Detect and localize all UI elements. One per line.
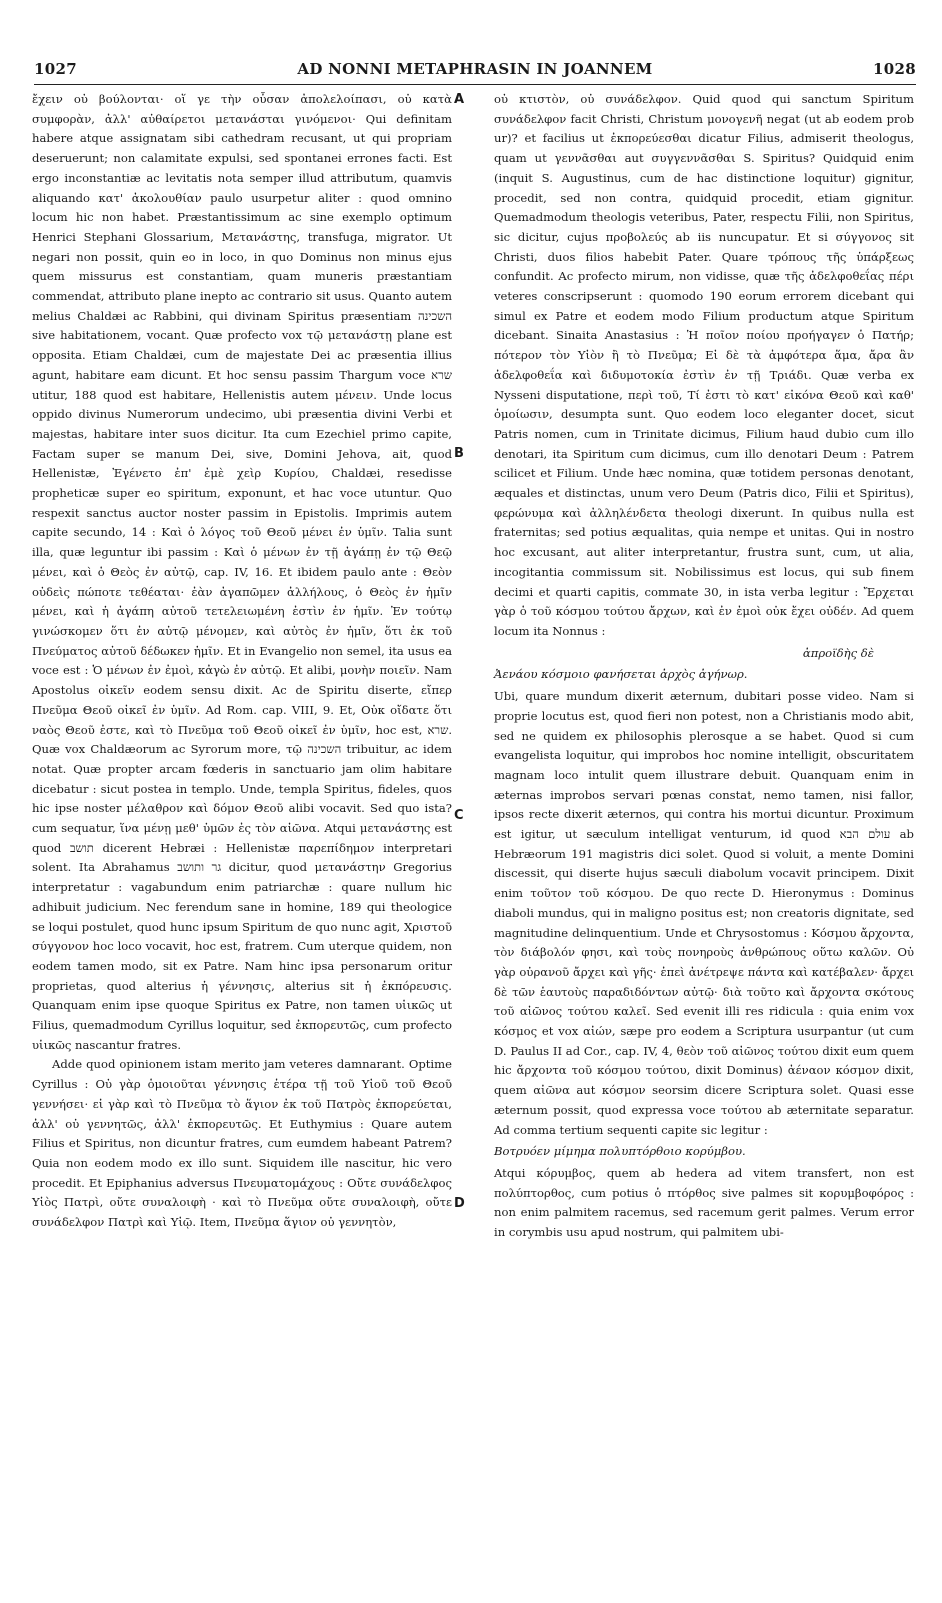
margin-letter-c: C bbox=[454, 808, 464, 823]
nonnus-verse-fragment: ἀπροϊδὴς δὲ bbox=[802, 645, 874, 660]
margin-letter-a: A bbox=[454, 92, 465, 107]
right-page-number: 1028 bbox=[873, 60, 916, 78]
margin-letter-b: B bbox=[454, 446, 464, 461]
right-paragraph-3: Atqui κόρυμβος, quem ab hedera ad vitem transfert, non est πολύπτορθος, cum potius ὁ πτόρθος sive palmes sit κορυμβοφόρος : non enim palmitem racemus, sed racemum gerit palmes. Verum error in corymbis usu apud nostrum, qui palmitem ubi- bbox=[494, 1165, 914, 1240]
running-header bbox=[34, 54, 916, 82]
running-title: AD NONNI METAPHRASIN IN JOANNEM bbox=[297, 60, 653, 78]
left-column bbox=[32, 90, 452, 1233]
nonnus-verse: Ἀενάου κόσμοιο φανήσεται ἀρχὸς ἀγήνωρ. bbox=[494, 667, 748, 682]
left-paragraph-1: ἔχειν οὐ βούλονται· οἵ γε τὴν οὖσαν ἀπολελοίπασι, οὐ κατὰ συμφορὰν, ἀλλ' αὐθαίρετοι μετανάσται γινόμενοι· Qui definitam habere atque assignatam sibi cathedram recusant, ut qui propriam deseruerunt; non calamitate expulsi, sed spontanei errones facti. Est ergo inconstantiæ ac levitatis nota semper illud attributum, quamvis aliquando κατ' ἀκολουθίαν paulo usurpetur aliter : quod omnino locum hic non habet. Præstantissimum ac sine exemplo optimum Henrici Stephani Glossarium, Μετανάστης, transfuga, migrator. Ut negari non possit, quin eo in loco, in quo Dominus non minus ejus quem missurus est constantiam, quam muneris præstantiam commendat, attributo plane inepto ac contrario sit usus. Quanto autem melius Chaldæi ac Rabbini, qui divinam Spiritus præsentiam השכינה sive habitationem, vocant. Quæ profecto vox τῷ μετανάστῃ plane est opposita. Etiam Chaldæi, cum de majestate Dei ac præsentia illius agunt, habitare eam dicunt. Et hoc sensu passim Thargum voce שרא utitur, 188 quod est habitare, Hellenistis autem μένειν. Unde locus oppido divinus Numerorum undecimo, ubi præsentia divini Verbi et majestas, habitare inter suos dicitur. Ita cum Ezechiel primo capite, Factam super se manum Dei, sive, Domini Jehova, ait, quod Hellenistæ, Ἐγένετο ἐπ' ἐμὲ χεὶρ Κυρίου, Chaldæi, resedisse propheticæ super eo spiritum, exponunt, et hac voce utuntur. Quo respexit sanctus auctor noster passim in Epistolis. Imprimis autem capite secundo, 14 : Καὶ ὁ λόγος τοῦ Θεοῦ μένει ἐν ὑμῖν. Talia sunt illa, quæ leguntur ibi passim : Καὶ ὁ μένων ἐν τῇ ἀγάπῃ ἐν τῷ Θεῷ μένει, καὶ ὁ Θεὸς ἐν αὐτῷ, cap. IV, 16. Et ibidem paulo ante : Θεὸν οὐδεὶς πώποτε τεθέαται· ἐὰν ἀγαπῶμεν ἀλλήλους, ὁ Θεὸς ἐν ἡμῖν μένει, καὶ ἡ ἀγάπη αὐτοῦ τετελειωμένη ἐστὶν ἐν ἡμῖν. Ἐν τούτῳ γινώσκομεν ὅτι ἐν αὐτῷ μένομεν, καὶ αὐτὸς ἐν ἡμῖν, ὅτι ἐκ τοῦ Πνεύματος αὐτοῦ δέδωκεν ἡμῖν. Et in Evangelio non semel, ita usus ea voce est : Ὁ μένων ἐν ἐμοὶ, κἀγὼ ἐν αὐτῷ. Et alibi, μονὴν ποιεῖν. Nam Apostolus οἰκεῖν eodem sensu dixit. Ac de Spiritu diserte, εἴπερ Πνεῦμα Θεοῦ οἰκεῖ ἐν ὑμῖν. Ad Rom. cap. VIII, 9. Et, Οὐκ οἴδατε ὅτι ναὸς Θεοῦ ἐστε, καὶ τὸ Πνεῦμα τοῦ Θεοῦ οἰκεῖ ἐν ὑμῖν, hoc est, שרא. Quæ vox Chaldæorum ac Syrorum more, τῷ השכינה tribuitur, ac idem notat. Quæ propter arcam fœderis in sanctuario jam olim habitare dicebatur : sicut postea in templo. Unde, templa Spiritus, fideles, quos hic ipse noster μέλαθρον καὶ δόμον Θεοῦ alibi vocavit. Sed quo ista? cum sequatur, ἵνα μένῃ μεθ' ὑμῶν ἐς τὸν αἰῶνα. Atqui μετανάστης est quod תושב dicerent Hebræi : Hellenistæ παρεπίδημον interpretari solent. Ita Abrahamus גר ותושב dicitur, quod μετανάστην Gregorius interpretatur : vagabundum enim patriarchæ : quare nullum hic adhibuit judicium. Nec ferendum sane in homine, 189 qui theologice se loqui postulet, quod hunc ipsum Spiritum de quo nunc agit, Χριστοῦ σύγγονον hoc loco vocavit, hoc est, fratrem. Cum uterque quidem, non eodem tamen modo, sit ex Patre. Nam hinc ipsa personarum oritur proprietas, quod alterius ἡ γέννησις, alterius sit ἡ ἐκπόρευσις. Quanquam enim ipse quoque Spiritus ex Patre, non tamen υἱικῶς ut Filius, quemadmodum Cyrillus loquitur, sed ἐκπορευτῶς, cum profecto υἱικῶς nascantur fratres. bbox=[32, 92, 453, 1052]
nonnus-verse-2: Βοτρυόεν μίμημα πολυπτόρθοιο κορύμβου. bbox=[494, 1144, 746, 1159]
right-paragraph-2: Ubi, quare mundum dixerit æternum, dubitari posse video. Nam si proprie locutus est, quod fieri non potest, non a Christianis modo abit, sed ne quidem ex philosophis plerosque a se habet. Quod si cum evangelista loquitur, qui improbos hoc nomine intelligit, obscuritatem magnam loco intulit quem illustrare debuit. Quanquam enim in æternas improbos servari pœnas constat, nemo tamen, nisi fallor, ipsos recte dixerit æternos, qui contra his mortui dicuntur. Proximum est igitur, ut sæculum intelligat venturum, id quod עולם הבא ab Hebræorum 191 magistris dici solet. Quod si voluit, a mente Domini discessit, qui diserte hujus sæculi diabolum vocavit principem. Dixit enim τοῦτον τοῦ κόσμου. De quo recte D. Hieronymus : Dominus diaboli mundus, qui in maligno positus est; non creatoris dignitate, sed magnitudine delinquentium. Unde et Chrysostomus : Κόσμου ἄρχοντα, τὸν διάβολόν φησι, καὶ τοὺς πονηροὺς ἀνθρώπους οὕτω καλῶν. Οὐ γὰρ οὐρανοῦ ἄρχει καὶ γῆς· ἐπεὶ ἀνέτρεψε πάντα καὶ κατέβαλεν· ἄρχει δὲ τῶν ἑαυτοὺς παραδιδόντων αὐτῷ· διὰ τοῦτο καὶ ἄρχοντα σκότους τοῦ αἰῶνος τούτου καλεῖ. Sed evenit illi res ridicula : quia enim vox κόσμος et vox αἰών, sæpe pro eodem a Scriptura usurpantur (ut cum D. Paulus II ad Cor., cap. IV, 4, θεὸν τοῦ αἰῶνος τούτου dixit eum quem hic ἄρχοντα τοῦ κόσμου τούτου, dixit Dominus) ἀέναον κόσμον dixit, quem αἰῶνα aut κόσμον seorsim dicere Scriptura solet. Quasi esse æternum possit, quod expressa voce τούτου ab æternitate separatur. Ad comma tertium sequenti capite sic legitur : bbox=[494, 689, 914, 1137]
left-page-number: 1027 bbox=[34, 60, 77, 78]
right-column bbox=[494, 90, 914, 1243]
header-rule bbox=[34, 84, 916, 85]
margin-letter-d: D bbox=[454, 1196, 465, 1211]
right-paragraph-1: οὐ κτιστὸν, οὐ συνάδελφον. Quid quod qui sanctum Spiritum συνάδελφον facit Christi, Christum μονογενῆ negat (ut ab eodem prob ur)? et facilius ut ἐκπορεύεσθαι dicatur Filius, admiserit theologus, quam ut γεννᾶσθαι aut συγγεννᾶσθαι S. Spiritus? Quidquid enim (inquit S. Augustinus, cum de hac distinctione loquitur) gignitur, procedit, sed non contra, quidquid procedit, etiam gignitur. Quemadmodum theologis veteribus, Pater, respectu Filii, non Spiritus, sic dicitur, cujus προβολεύς ab iis nuncupatur. Et si σύγγονος sit Christi, duos filios habebit Pater. Quare τρόπους τῆς ὑπάρξεως confundit. Ac profecto mirum, non vidisse, quæ τῆς ἀδελφοθεΐας πέρι veteres conscripserunt : quomodo 190 eorum errorem dicebant qui simul ex Patre et eodem modo Filium productum atque Spiritum dicebant. Sinaita Anastasius : Ἡ ποῖον ποίου προήγαγεν ὁ Πατήρ; πότερον τὸν Υἱὸν ἢ τὸ Πνεῦμα; Εἰ δὲ τὰ ἀμφότερα ἅμα, ἄρα ἂν ἀδελφοθεΐα καὶ διδυμοτοκία ἐστὶν ἐν τῇ Τριάδι. Quæ verba ex Nysseni disputatione, περὶ τοῦ, Τί ἐστι τὸ κατ' εἰκόνα Θεοῦ καὶ καθ' ὁμοίωσιν, desumpta sunt. Quo eodem loco eleganter docet, sicut Patris nomen, cum in Trinitate dicimus, Filium haud dubio cum illo denotari, ita Spiritum cum dicimus, cum illo denotari Deum : Patrem scilicet et Filium. Unde hæc nomina, quæ totidem personas denotant, æquales et distinctas, unum vero Deum (Patris dico, Filii et Spiritus), φερώνυμα καὶ ἀλληλένδετα theologi dixerunt. In quibus nulla est fraternitas; sed potius æqualitas, quia nempe et unitas. Qui in nostro hoc excusant, aut aliter interpretantur, frustra sunt, cum, ut alia, incogitantia commissum sit. Nobilissimus est locus, qui sub finem decimi et quarti capitis, commate 30, in ista verba legitur : Ἔρχεται γὰρ ὁ τοῦ κόσμου τούτου ἄρχων, καὶ ἐν ἐμοὶ οὐκ ἔχει οὐδέν. Ad quem locum ita Nonnus : bbox=[494, 92, 914, 638]
left-paragraph-2: Adde quod opinionem istam merito jam veteres damnarant. Optime Cyrillus : Οὐ γὰρ ὁμοιοῦται γέννησις ἑτέρα τῇ τοῦ Υἱοῦ τοῦ Θεοῦ γεννήσει· εἰ γὰρ καὶ τὸ Πνεῦμα τὸ ἅγιον ἐκ τοῦ Πατρὸς ἐκπορεύεται, ἀλλ' οὐ γεννητῶς, ἀλλ' ἐκπορευτῶς. Et Euthymius : Quare autem Filius et Spiritus, non dicuntur fratres, cum eumdem habeant Patrem? Quia non eodem modo ex illo sunt. Siquidem ille nascitur, hic vero procedit. Et Epiphanius adversus Πνευματομάχους : Οὔτε συνάδελφος Υἱὸς Πατρὶ, οὔτε συναλοιφὴ · καὶ τὸ Πνεῦμα οὔτε συναλοιφὴ, οὔτε συνάδελφον Πατρὶ καὶ Υἱῷ. Item, Πνεῦμα ἅγιον οὐ γεννητὸν, bbox=[32, 1057, 452, 1230]
